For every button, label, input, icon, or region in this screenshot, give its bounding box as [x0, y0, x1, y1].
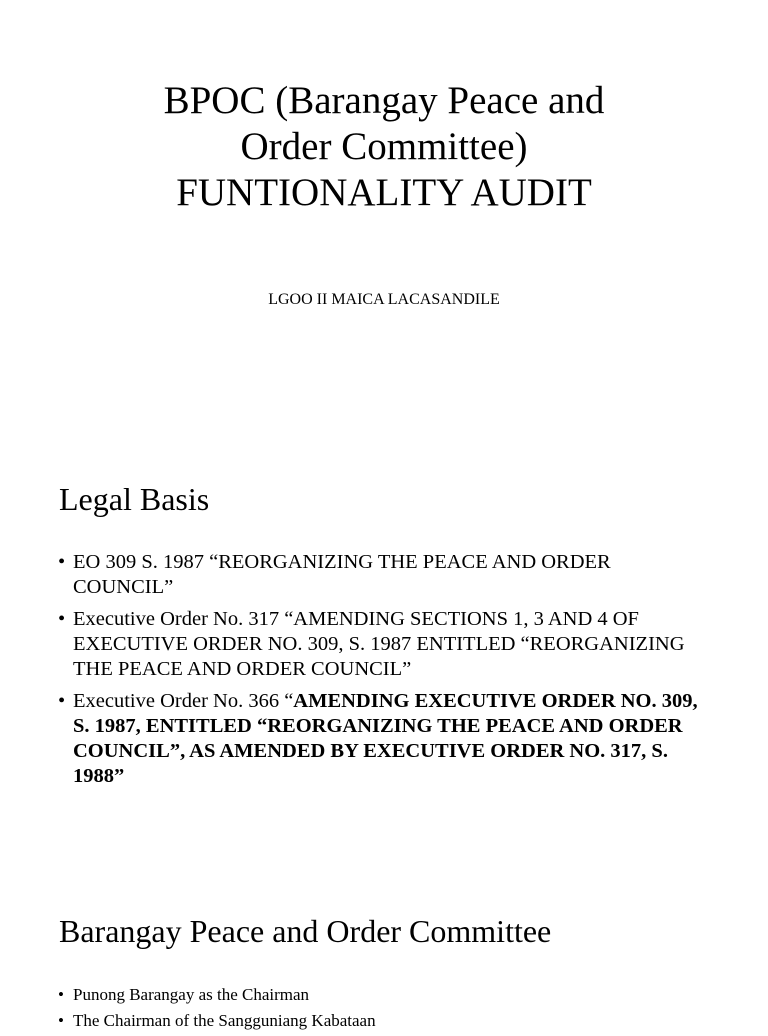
title-line-2: Order Committee) — [240, 125, 528, 168]
title-line-1: BPOC (Barangay Peace and — [163, 79, 605, 122]
legal-basis-heading: Legal Basis — [59, 481, 210, 517]
list-item — [58, 1010, 708, 1032]
list-item-text: EO 309 S. 1987 “REORGANIZING THE PEACE AND ORDER COUNCIL” — [73, 551, 611, 598]
bpoc-members-list — [58, 984, 708, 1036]
list-item-text: The Chairman of the Sangguniang Kabataan — [73, 1011, 376, 1030]
bpoc-heading: Barangay Peace and Order Committee — [59, 913, 552, 949]
bullet-icon: • — [58, 608, 66, 630]
bullet-icon: • — [58, 690, 66, 712]
author-name: LGOO II MAICA LACASANDILE — [268, 291, 500, 308]
list-item — [58, 550, 708, 600]
list-item-text-bold: AMENDING EXECUTIVE ORDER NO. 309, S. 1987, ENTITLED “REORGANIZING THE PEACE AND ORDER COUNCIL”, AS AMENDED BY EXECUTIVE ORDER NO. 317, S. 1988” — [73, 690, 698, 787]
legal-basis-list — [58, 550, 708, 796]
list-item-text-plain: Executive Order No. 366 “ — [73, 690, 294, 712]
page-title — [0, 78, 768, 216]
bullet-icon: • — [58, 551, 66, 573]
title-line-3: FUNTIONALITY AUDIT — [176, 171, 592, 214]
list-item-text: Executive Order No. 317 “AMENDING SECTIONS 1, 3 AND 4 OF EXECUTIVE ORDER NO. 309, S. 1987 ENTITLED “REORGANIZING THE PEACE AND ORDER COUNCIL” — [73, 608, 685, 680]
list-item — [58, 689, 708, 789]
list-item-text: Punong Barangay as the Chairman — [73, 985, 310, 1004]
bullet-icon: • — [58, 985, 64, 1004]
bullet-icon: • — [58, 1011, 64, 1030]
list-item — [58, 984, 708, 1006]
list-item — [58, 607, 708, 682]
